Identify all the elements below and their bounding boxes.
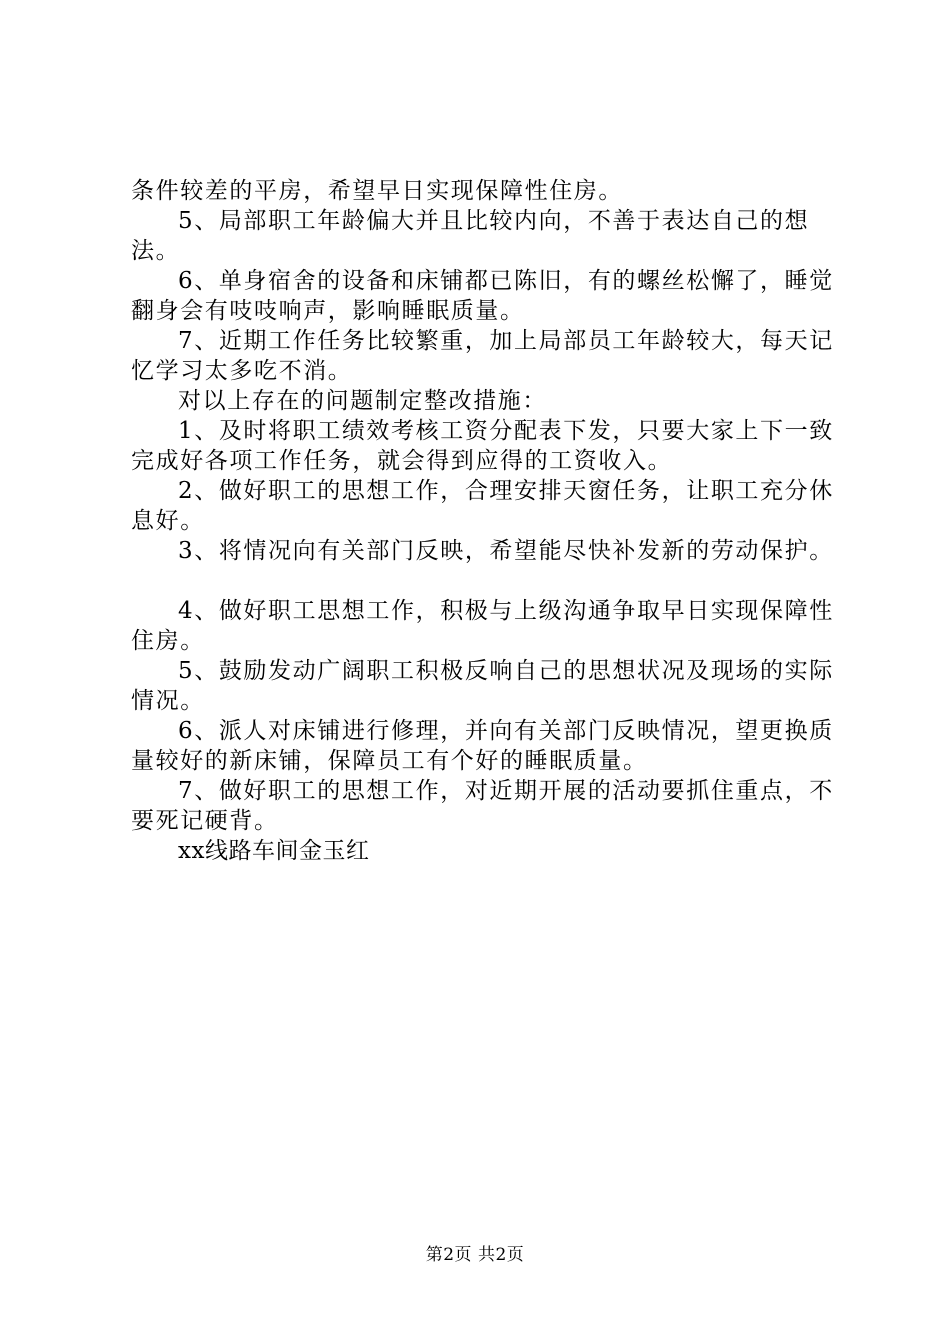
paragraph-issue-5: 5、局部职工年龄偏大并且比较内向，不善于表达自己的想法。	[131, 208, 810, 264]
paragraph-measure-7: 7、做好职工的思想工作，对近期开展的活动要抓住重点，不要死记硬背。	[131, 778, 834, 834]
paragraph-measures-heading: 对以上存在的问题制定整改措施：	[178, 388, 547, 414]
paragraph-continuation: 条件较差的平房，希望早日实现保障性住房。	[131, 178, 623, 204]
signature: xx线路车间金玉红	[178, 838, 370, 864]
paragraph-measure-2: 2、做好职工的思想工作，合理安排天窗任务，让职工充分休息好。	[131, 478, 834, 534]
paragraph-measure-6: 6、派人对床铺进行修理，并向有关部门反映情况，望更换质量较好的新床铺，保障员工有个好的睡眠质量。	[131, 718, 834, 774]
blank-line	[131, 566, 851, 596]
paragraph-measure-5: 5、鼓励发动广阔职工积极反响自己的思想状况及现场的实际情况。	[131, 658, 834, 714]
paragraph-measure-1: 1、及时将职工绩效考核工资分配表下发，只要大家上下一致完成好各项工作任务，就会得到应得的工资收入。	[131, 418, 834, 474]
paragraph-issue-6: 6、单身宿舍的设备和床铺都已陈旧，有的螺丝松懈了，睡觉翻身会有吱吱响声，影响睡眠质量。	[131, 268, 834, 324]
page-number-footer: 第2页 共2页	[425, 1245, 525, 1265]
paragraph-issue-7: 7、近期工作任务比较繁重，加上局部员工年龄较大，每天记忆学习太多吃不消。	[131, 328, 834, 384]
paragraph-measure-3: 3、将情况向有关部门反映，希望能尽快补发新的劳动保护。	[178, 538, 834, 564]
document-body	[131, 176, 851, 866]
paragraph-measure-4: 4、做好职工思想工作，积极与上级沟通争取早日实现保障性住房。	[131, 598, 834, 654]
